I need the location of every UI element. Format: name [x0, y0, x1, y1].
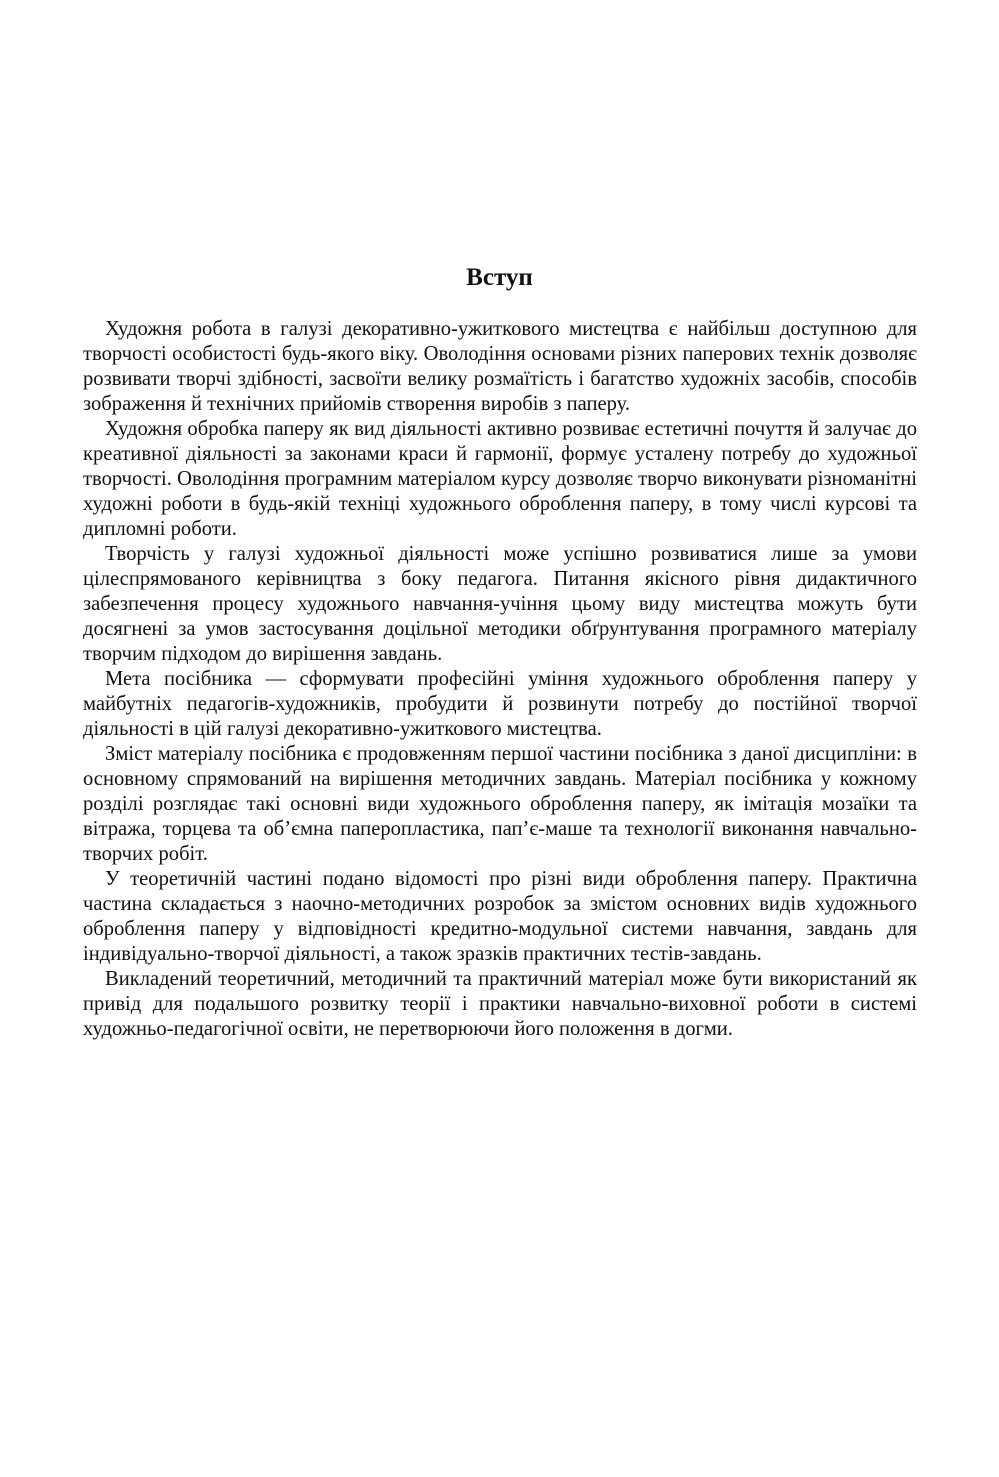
paragraph: Викладений теоретичний, методичний та практичний матеріал може бути використаний як привід для подальшого розвитку теорії і практики навчально-виховної роботи в системі художньо-педагогічної освіти, не перетворюючи його положення в догми.	[83, 968, 917, 1040]
paragraph: У теоретичній частині подано відомості про різні види оброблення паперу. Практична частина складається з наочно-методичних розробок за змістом основних видів художнього оброблення паперу у відповідності кредитно-модульної системи навчання, завдань для індивідуально-творчої діяльності, а також зразків практичних тестів-завдань.	[83, 868, 917, 965]
paragraph: Мета посібника — сформувати професійні уміння художнього оброблення паперу у майбутніх педагогів-художників, пробудити й розвинути потребу до постійної творчої діяльності в цій галузі декоративно-ужиткового мистецтва.	[83, 668, 917, 740]
body-text	[83, 317, 917, 1042]
paragraph: Творчість у галузі художньої діяльності може успішно розвиватися лише за умови цілеспрямованого керівництва з боку педагога. Питання якісного рівня дидактичного забезпечення процесу художнього навчання-учіння цьому виду мистецтва можуть бути досягнені за умов застосування доцільної методики обґрунтування програмного матеріалу творчим підходом до вирішення завдань.	[83, 543, 917, 665]
page-title: Вступ	[466, 264, 533, 291]
paragraph: Художня робота в галузі декоративно-ужиткового мистецтва є найбільш доступною для творчості особистості будь-якого віку. Оволодіння основами різних паперових технік дозволяє розвивати творчі здібності, засвоїти велику розмаїтість і багатство художніх засобів, способів зображення й технічних прийомів створення виробів з паперу.	[83, 318, 917, 415]
paragraph: Зміст матеріалу посібника є продовженням першої частини посібника з даної дисципліни: в основному спрямований на вирішення методичних завдань. Матеріал посібника у кожному розділі розглядає такі основні види художнього оброблення паперу, як імітація мозаїки та вітража, торцева та об’ємна паперопластика, пап’є-маше та технології виконання навчально-творчих робіт.	[83, 743, 917, 865]
paragraph: Художня обробка паперу як вид діяльності активно розвиває естетичні почуття й залучає до креативної діяльності за законами краси й гармонії, формує усталену потребу до художньої творчості. Оволодіння програмним матеріалом курсу дозволяє творчо виконувати різноманітні художні роботи в будь-якій техніці художнього оброблення паперу, в тому числі курсові та дипломні роботи.	[83, 418, 917, 540]
